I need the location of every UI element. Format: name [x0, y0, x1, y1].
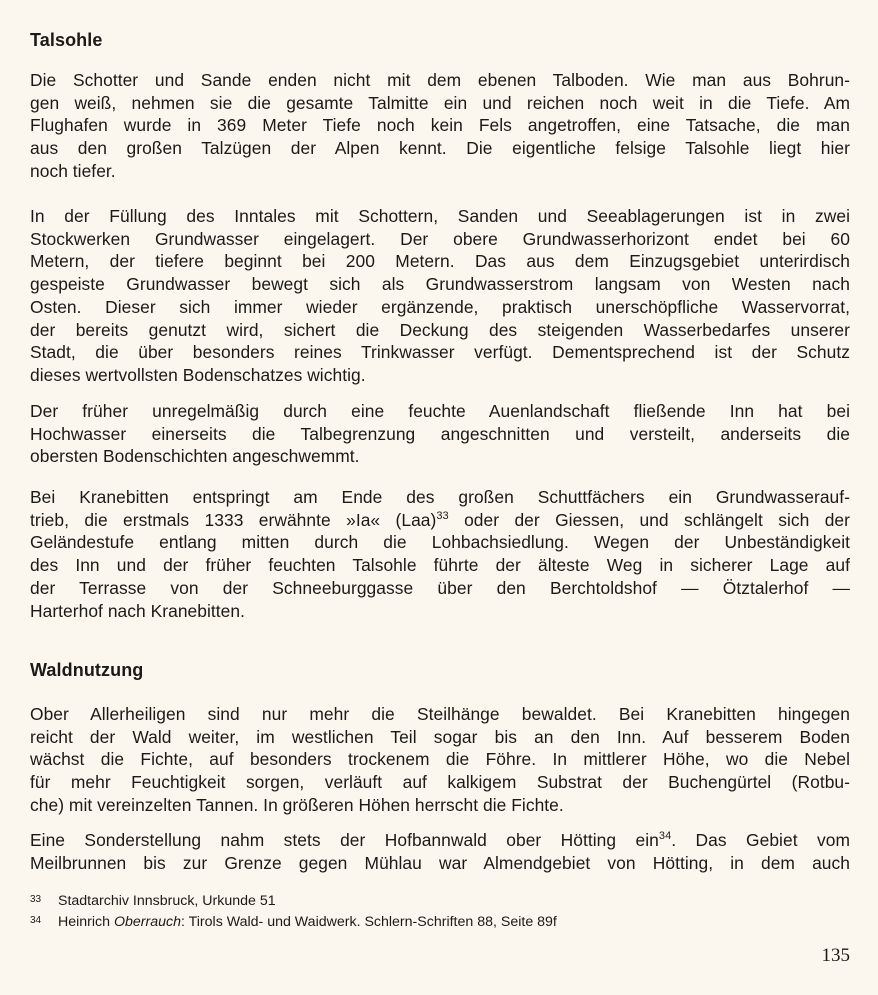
- text-segment: trieb, die erstmals 1333 erwähnte »Ia« (Laa): [30, 509, 437, 530]
- text-line: In der Füllung des Inntales mit Schottern, Sanden und Seeablagerungen ist in zwei: [30, 206, 850, 226]
- text-line: gen weiß, nehmen sie die gesamte Talmitte ein und reichen noch weit in die Tiefe. Am: [30, 92, 850, 113]
- footnotes: [30, 890, 850, 932]
- text-line: Ober Allerheiligen sind nur mehr die Steilhänge bewaldet. Bei Kranebitten hingegen: [30, 704, 850, 724]
- text-line: Stockwerken Grundwasser eingelagert. Der obere Grundwasserhorizont endet bei 60: [30, 228, 850, 249]
- page-number: 135: [821, 945, 850, 966]
- paragraph-talsohle-4: [30, 486, 850, 622]
- text-line: Metern, der tiefere beginnt bei 200 Metern. Das aus dem Einzugsgebiet unterirdisch: [30, 251, 850, 272]
- text-line: Harterhof nach Kranebitten.: [30, 600, 245, 621]
- text-line: gespeiste Grundwasser bewegt sich als Grundwasserstrom langsam von Westen nach: [30, 274, 850, 295]
- text-line: aus den großen Talzügen der Alpen kennt. Die eigentliche felsige Talsohle liegt hier: [30, 138, 850, 159]
- paragraph-talsohle-1: [30, 69, 850, 183]
- text-line: Osten. Dieser sich immer wieder ergänzende, praktisch unerschöpfliche Wasservorrat,: [30, 296, 850, 317]
- text-segment: . Das Gebiet vom: [671, 830, 850, 850]
- section-heading-talsohle: Talsohle: [30, 30, 103, 50]
- text-line: der Terrasse von der Schneeburggasse über den Berchtoldshof — Ötztalerhof —: [30, 577, 850, 598]
- footnote-reference: 34: [658, 830, 672, 842]
- paragraph-waldnutzung-1: [30, 703, 850, 817]
- footnote-text: Heinrich: [58, 914, 114, 930]
- paragraph-talsohle-3: [30, 400, 850, 468]
- footnote-number: 34: [30, 915, 42, 926]
- text-line: noch tiefer.: [30, 160, 116, 181]
- text-line: reicht der Wald weiter, im westlichen Teil sogar bis an den Inn. Auf besserem Boden: [30, 726, 850, 747]
- paragraph-waldnutzung-2: [30, 829, 850, 874]
- text-segment: Eine Sonderstellung nahm stets der Hofbannwald ober Hötting ein: [30, 830, 659, 850]
- text-line: Geländestufe entlang mitten durch die Lohbachsiedlung. Wegen der Unbeständigkeit: [30, 532, 850, 553]
- paragraph-talsohle-2: [30, 205, 850, 387]
- text-line: Der früher unregelmäßig durch eine feuchte Auenlandschaft fließende Inn hat bei: [30, 401, 850, 421]
- text-line: Hochwasser einerseits die Talbegrenzung angeschnitten und versteilt, anderseits die: [30, 423, 850, 444]
- text-line: des Inn und der früher feuchten Talsohle führte der älteste Weg in sicherer Lage auf: [30, 555, 850, 576]
- text-line: wächst die Fichte, auf besonders trockenem die Föhre. In mittlerer Höhe, wo die Nebel: [30, 749, 850, 770]
- footnote-reference: 33: [436, 509, 449, 522]
- footnote-text: : Tirols Wald- und Waidwerk. Schlern-Schriften 88, Seite 89f: [181, 914, 557, 930]
- text-line-with-footnote: [30, 509, 850, 532]
- text-line: Flughafen wurde in 369 Meter Tiefe noch kein Fels angetroffen, eine Tatsache, die man: [30, 115, 850, 136]
- text-line: obersten Bodenschichten angeschwemmt.: [30, 446, 360, 467]
- text-line: dieses wertvollsten Bodenschatzes wichtig.: [30, 364, 366, 385]
- text-segment: oder der Giessen, und schlängelt sich der: [448, 509, 850, 530]
- footnote-34: [30, 911, 850, 932]
- text-line: che) mit vereinzelten Tannen. In größeren Höhen herrscht die Fichte.: [30, 794, 564, 815]
- text-line: für mehr Feuchtigkeit sorgen, verläuft auf kalkigem Substrat der Buchengürtel (Rotbu-: [30, 772, 850, 793]
- text-line: der bereits genutzt wird, sichert die Deckung des steigenden Wasserbedarfes unserer: [30, 319, 850, 340]
- text-line: Meilbrunnen bis zur Grenze gegen Mühlau war Almendgebiet von Hötting, in dem auch: [30, 852, 850, 873]
- footnote-author: Oberrauch: [113, 914, 182, 930]
- footnote-text: Stadtarchiv Innsbruck, Urkunde 51: [58, 893, 276, 909]
- text-line: Bei Kranebitten entspringt am Ende des großen Schuttfächers ein Grundwasserauf-: [30, 487, 850, 507]
- text-line-with-footnote: [30, 829, 850, 852]
- book-page: [30, 0, 850, 995]
- section-heading-waldnutzung: Waldnutzung: [30, 660, 144, 680]
- text-line: Die Schotter und Sande enden nicht mit dem ebenen Talboden. Wie man aus Bohrun-: [30, 70, 850, 90]
- footnote-number: 33: [30, 894, 42, 905]
- text-line: Stadt, die über besonders reines Trinkwasser verfügt. Dementsprechend ist der Schutz: [30, 342, 850, 363]
- footnote-33: [30, 890, 850, 911]
